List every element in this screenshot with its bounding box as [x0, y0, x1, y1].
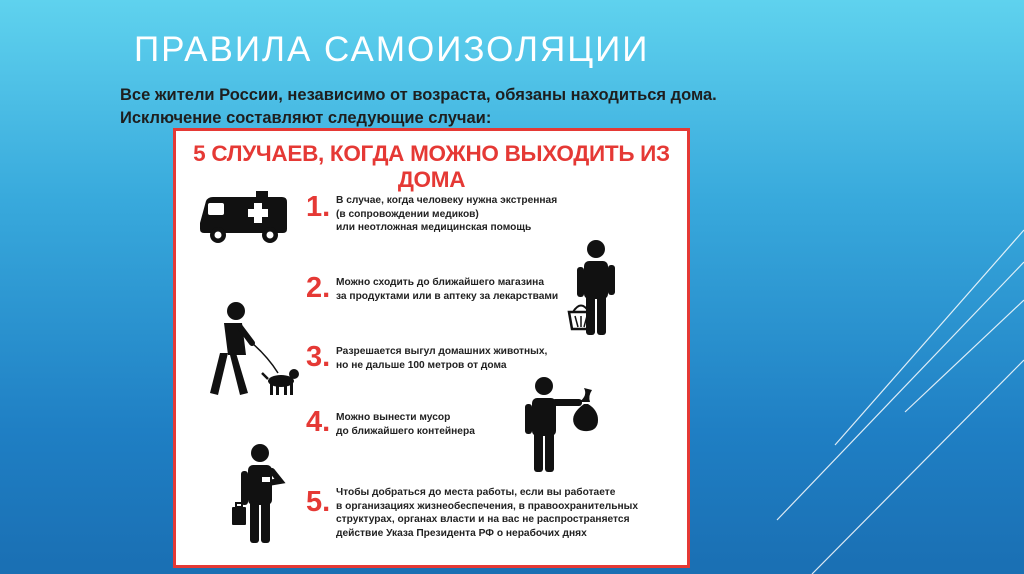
- ambulance-icon: [196, 183, 291, 245]
- case-3-line-2: но не дальше 100 метров от дома: [336, 359, 507, 371]
- case-1-number: 1.: [306, 191, 331, 223]
- person-walking-dog-icon: [206, 299, 306, 399]
- case-5-line-3: структурах, органах власти и на вас не распространяется: [336, 514, 630, 525]
- case-2-line-1: Можно сходить до ближайшего магазина: [336, 277, 544, 288]
- case-3-number: 3.: [306, 341, 331, 373]
- case-4-line-1: Можно вынести мусор: [336, 412, 451, 423]
- slide-subtitle: Все жители России, независимо от возраста, обязаны находиться дома. Исключение составляют следующие случаи:: [120, 86, 717, 127]
- case-3-line-1: Разрешается выгул домашних животных,: [336, 346, 548, 357]
- case-4-text: [336, 411, 475, 438]
- infographic-card: [173, 128, 690, 568]
- case-2-line-2: за продуктами или в аптеку за лекарствами: [336, 290, 559, 302]
- case-4-number: 4.: [306, 406, 331, 438]
- case-5-line-4: действие Указа Президента РФ о нерабочих днях: [336, 527, 587, 539]
- slide-title: ПРАВИЛА САМОИЗОЛЯЦИИ: [134, 30, 650, 69]
- case-5-number: 5.: [306, 486, 331, 518]
- case-3-text: [336, 345, 547, 372]
- case-1-line-1: В случае, когда человеку нужна экстренная: [336, 195, 558, 206]
- person-with-trash-bag-icon: [512, 374, 602, 474]
- case-1-text: [336, 194, 557, 235]
- case-5-text: [336, 486, 638, 540]
- case-2-text: [336, 276, 558, 303]
- person-with-basket-icon: [564, 237, 624, 337]
- person-with-briefcase-icon: [228, 441, 288, 546]
- case-1-line-2: (в сопровождении медиков): [336, 208, 479, 220]
- case-5-line-2: в организациях жизнеобеспечения, в правоохранительных: [336, 500, 639, 512]
- case-4-line-2: до ближайшего контейнера: [336, 425, 475, 437]
- case-2-number: 2.: [306, 272, 331, 304]
- case-1-line-3: или неотложная медицинская помощь: [336, 222, 532, 233]
- case-5-line-1: Чтобы добраться до места работы, если вы работаете: [336, 487, 616, 498]
- card-title: 5 СЛУЧАЕВ, КОГДА МОЖНО ВЫХОДИТЬ ИЗ ДОМА: [193, 141, 670, 192]
